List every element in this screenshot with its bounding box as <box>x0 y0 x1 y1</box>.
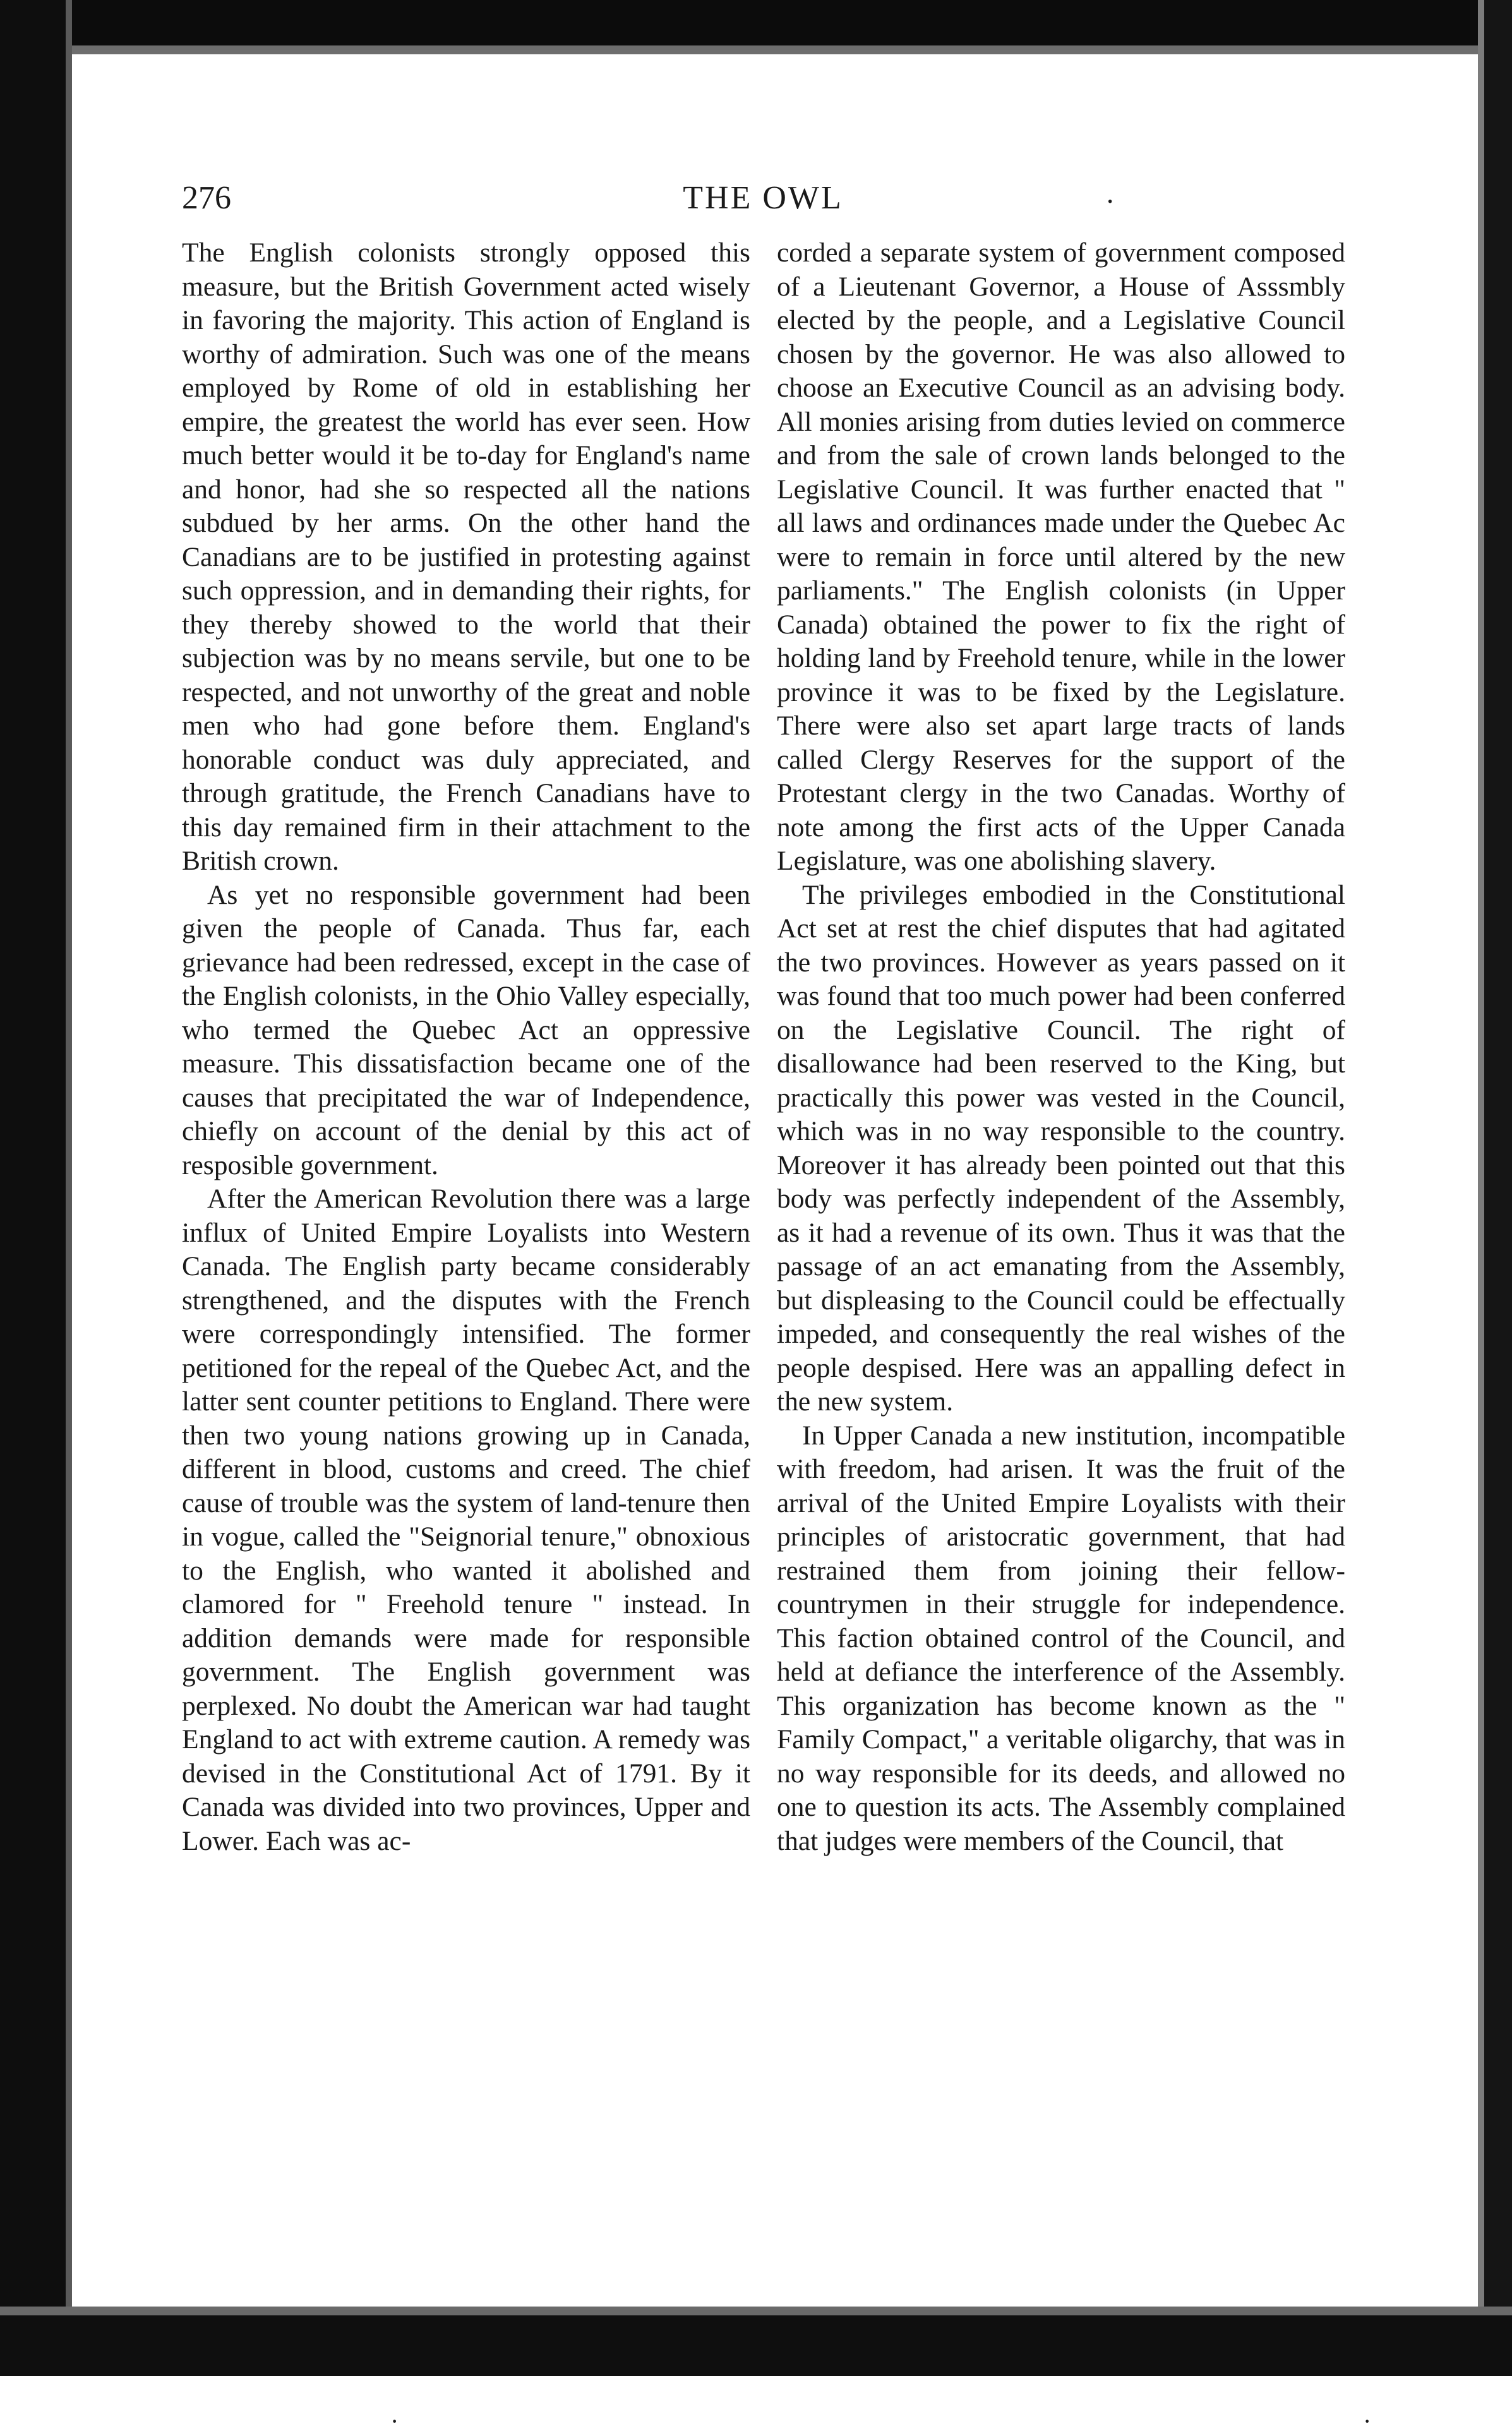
running-title: THE OWL <box>683 180 843 216</box>
page-number: 276 <box>182 180 231 216</box>
scan-border-left <box>0 0 66 2376</box>
paragraph: After the American Revolution there was a large influx of United Empire Loyalists into Western Canada. The English party became considerably strengthened, and the disputes with the French were correspondingly intensified. The former petitioned for the repeal of the Quebec Act, and the latter sent counter petitions to England. There were then two young nations growing up in Canada, different in blood, customs and creed. The chief cause of trouble was the system of land-tenure then in vogue, called the "Seignorial tenure," obnoxious to the English, who wanted it abolished and clamored for " Freehold tenure " instead. In addition demands were made for responsible government. The English government was perplexed. No doubt the American war had taught England to act with extreme caution. A remedy was devised in the Constitutional Act of 1791. By it Canada was divided into two provinces, Upper and Lower. Each was ac- <box>182 1184 750 1856</box>
scan-border-bottom-shade <box>0 2307 1512 2315</box>
text-columns <box>182 236 1344 2257</box>
scan-border-right-shade <box>1478 0 1484 2376</box>
page-header <box>182 173 1344 230</box>
scan-border-top <box>0 0 1512 45</box>
left-column <box>182 236 750 1858</box>
right-column <box>777 236 1345 1858</box>
book-page <box>182 173 1372 2435</box>
scan-border-bottom <box>0 2315 1512 2376</box>
paragraph: In Upper Canada a new institution, incompatible with freedom, had arisen. It was the fruit of the arrival of the United Empire Loyalists with their principles of aristocratic government, that had restrained them from joining their fellow-countrymen in their struggle for independence. This faction obtained control of the Council, and held at defiance the interference of the Assembly. This organization has become known as the " Family Compact," a veritable oligarchy, that was in no way responsible for its deeds, and allowed no one to question its acts. The Assembly complained that judges were members of the Council, that <box>777 1420 1345 1856</box>
paragraph: The English colonists strongly opposed this measure, but the British Government acted wisely in favoring the majority. This action of England is worthy of admiration. Such was one of the means employed by Rome of old in establishing her empire, the greatest the world has ever seen. How much better would it be to-day for England's name and honor, had she so respected all the nations subdued by her arms. On the other hand the Canadians are to be justified in protesting against such oppression, and in demanding their rights, for they thereby showed to the world that their subjection was by no means servile, but one to be respected, and not unworthy of the great and noble men who had gone before them. England's honorable conduct was duly appreciated, and through gratitude, the French Canadians have to this day remained firm in their attachment to the British crown. <box>182 237 750 876</box>
print-speck: · <box>1363 2407 1372 2435</box>
scan-border-right <box>1484 0 1512 2376</box>
paragraph: As yet no responsible government had been given the people of Canada. Thus far, each grievance had been redressed, except in the case of the English colonists, in the Ohio Valley especially, who termed the Quebec Act an oppressive measure. This dissatisfaction became one of the causes that precipitated the war of Independence, chiefly on account of the denial by this act of resposible government. <box>182 879 750 1180</box>
paragraph: corded a separate system of government composed of a Lieutenant Governor, a House of Asssmbly elected by the people, and a Legislative Council chosen by the governor. He was also allowed to choose an Executive Council as an advising body. All monies arising from duties levied on commerce and from the sale of crown lands belonged to the Legislative Council. It was further enacted that " all laws and ordinances made under the Quebec Ac were to remain in force until altered by the new parliaments." The English colonists (in Upper Canada) obtained the power to fix the right of holding land by Freehold tenure, while in the lower province it was to be fixed by the Legislature. There were also set apart large tracts of lands called Clergy Reserves for the support of the Protestant clergy in the two Canadas. Worthy of note among the first acts of the Upper Canada Legislature, was one abolishing slavery. <box>777 237 1345 876</box>
print-speck: · <box>390 2407 399 2435</box>
print-speck: · <box>1105 185 1115 217</box>
paragraph: The privileges embodied in the Constitutional Act set at rest the chief disputes that had agitated the two provinces. However as years passed on it was found that too much power had been conferred on the Legislative Council. The right of disallowance had been reserved to the King, but practically this power was vested in the Council, which was in no way responsible to the country. Moreover it has already been pointed out that this body was perfectly independent of the Assembly, as it had a revenue of its own. Thus it was that the passage of an act emanating from the Assembly, but displeasing to the Council could be effectually impeded, and consequently the real wishes of the people despised. Here was an appalling defect in the new system. <box>777 879 1345 1417</box>
scan-border-left-shade <box>66 0 72 2376</box>
scan-border-top-shade <box>0 45 1512 54</box>
